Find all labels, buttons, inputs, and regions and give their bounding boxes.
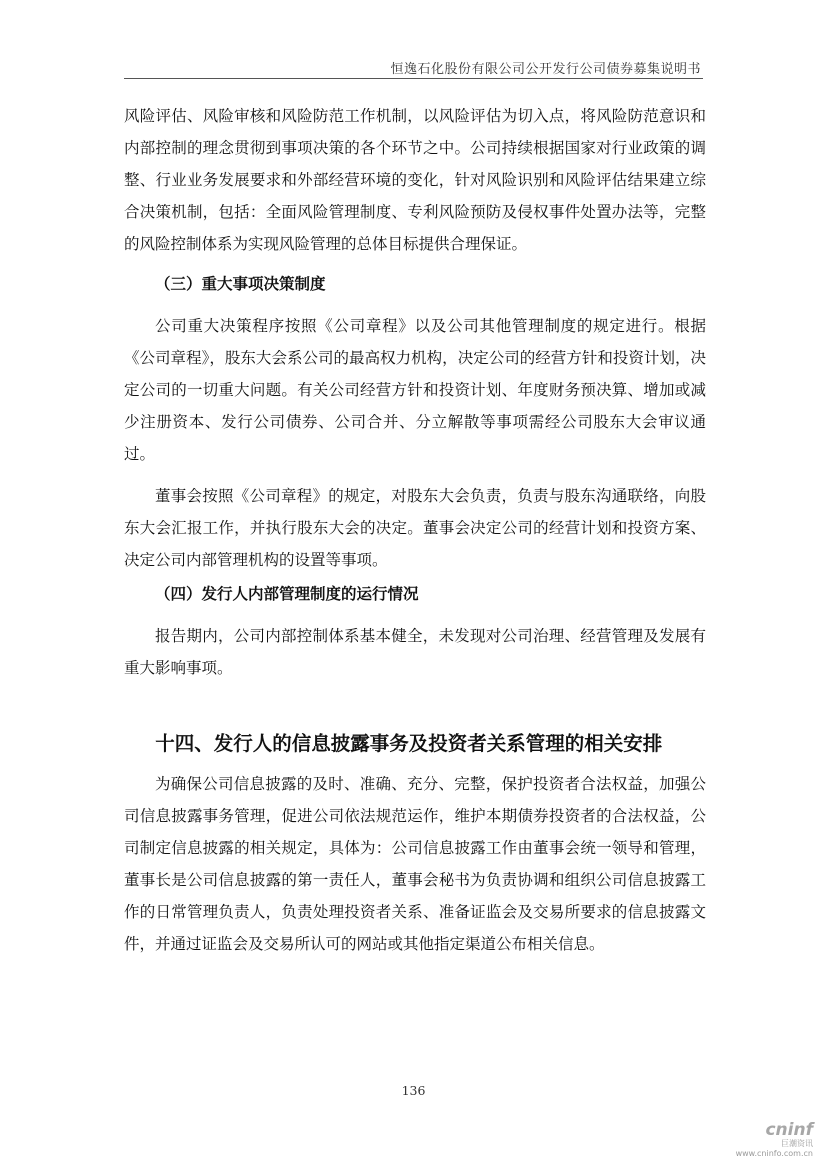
paragraph-disclosure-arrangements: 为确保公司信息披露的及时、准确、充分、完整，保护投资者合法权益，加强公司信息披露事务管理，促进公司依法规范运作，维护本期债券投资者的合法权益，公司制定信息披露的相关规定，具体为：公司信息披露工作由董事会统一领导和管理，董事长是公司信息披露的第一责任人，董事会秘书为负责协调和组织公司信息披露工作的日常管理负责人，负责处理投资者关系、准备证监会及交易所要求的信息披露文件，并通过证监会及交易所认可的网站或其他指定渠道公布相关信息。: [124, 775, 706, 953]
logo-wordmark: cninf: [765, 1120, 813, 1140]
section-heading-internal-management: （四）发行人内部管理制度的运行情况: [155, 585, 419, 603]
document-body: [124, 100, 706, 960]
cninfo-logo: [731, 1121, 813, 1159]
page-number: 136: [401, 1083, 426, 1098]
document-header-title: 恒逸石化股份有限公司公开发行公司债券募集说明书: [390, 62, 701, 77]
logo-url: www.cninfo.com.cn: [735, 1149, 813, 1158]
logo-subtitle: 巨潮资讯: [781, 1139, 813, 1148]
paragraph-decision-procedure: 公司重大决策程序按照《公司章程》以及公司其他管理制度的规定进行。根据《公司章程》，股东大会系公司的最高权力机构，决定公司的经营方针和投资计划，决定公司的一切重大问题。有关公司经营方针和投资计划、年度财务预决算、增加或减少注册资本、发行公司债券、公司合并、分立解散等事项需经公司股东大会审议通过。: [124, 317, 706, 463]
paragraph-reporting-period: 报告期内，公司内部控制体系基本健全，未发现对公司治理、经营管理及发展有重大影响事项。: [124, 627, 706, 677]
paragraph-board-duties: 董事会按照《公司章程》的规定，对股东大会负责，负责与股东沟通联络，向股东大会汇报工作，并执行股东大会的决定。董事会决定公司的经营计划和投资方案、决定公司内部管理机构的设置等事项。: [124, 487, 706, 569]
paragraph-risk-control: 风险评估、风险审核和风险防范工作机制，以风险评估为切入点，将风险防范意识和内部控制的理念贯彻到事项决策的各个环节之中。公司持续根据国家对行业政策的调整、行业业务发展要求和外部经营环境的变化，针对风险识别和风险评估结果建立综合决策机制，包括：全面风险管理制度、专利风险预防及侵权事件处置办法等，完整的风险控制体系为实现风险管理的总体目标提供合理保证。: [124, 107, 706, 253]
chapter-heading-disclosure: 十四、发行人的信息披露事务及投资者关系管理的相关安排: [155, 732, 663, 755]
section-heading-major-decisions: （三）重大事项决策制度: [155, 275, 326, 293]
header-divider: [124, 78, 703, 79]
